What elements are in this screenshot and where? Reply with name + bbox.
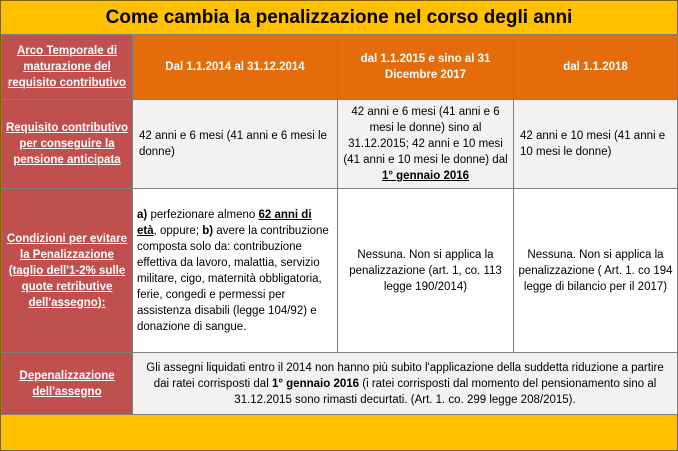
table-header-row — [2, 35, 678, 100]
depenalizzazione-text-before: Gli assegni liquidati entro il 2014 non hanno più subito l'applicazione della suddetta riduzione a partire dai ratei corrisposti dal — [146, 361, 664, 390]
depenalizzazione-date: 1° gennaio 2016 — [271, 377, 360, 390]
column-header-2018: dal 1.1.2018 — [514, 35, 678, 100]
column-header-2014: Dal 1.1.2014 al 31.12.2014 — [133, 35, 338, 100]
footer-band — [1, 415, 677, 450]
condizioni-2015-2017: Nessuna. Non si applica la penalizzazione (art. 1, co. 113 legge 190/2014) — [338, 189, 514, 353]
condizioni-option-a-marker: a) — [137, 208, 148, 221]
page-title: Come cambia la penalizzazione nel corso degli anni — [105, 6, 573, 28]
table-row-depenalizzazione — [2, 353, 678, 415]
column-header-2015-2017: dal 1.1.2015 e sino al 31 Dicembre 2017 — [338, 35, 514, 100]
requisito-2015-2017-date: 1° gennaio 2016 — [381, 170, 470, 182]
depenalizzazione-text — [133, 353, 678, 415]
condizioni-option-b-text: avere la contribuzione composta solo da: contribuzione effettiva da lavoro, malattia, servizio militare, cigo, maternità obbligatoria, ferie, congedi e permessi per assistenza disabili (legge 104/92) e donazione di sangue. — [137, 224, 329, 333]
requisito-2015-2017 — [338, 100, 514, 189]
condizioni-2014 — [133, 189, 338, 353]
condizioni-age-requirement: 62 anni di età — [137, 208, 312, 237]
depenalizzazione-text-after: (i ratei corrisposti dal momento del pensionamento sino al 31.12.2015 sono rimasti decurtati. (Art. 1. co. 299 legge 208/2015). — [234, 377, 657, 406]
requisito-2015-2017-text: 42 anni e 6 mesi (41 anni e 6 mesi le donne) sino al 31.12.2015; 42 anni e 10 mesi (41 anni e 10 mesi le donne) dal — [343, 106, 508, 166]
row-label-condizioni: Condizioni per evitare la Penalizzazione (taglio dell'1-2% sulle quote retributive dell'assegno): — [2, 189, 133, 353]
table-row-condizioni — [2, 189, 678, 353]
condizioni-option-a-text: perfezionare almeno — [150, 208, 256, 221]
condizioni-separator: , oppure; — [153, 224, 200, 237]
row-label-arco-temporale: Arco Temporale di maturazione del requisito contributivo — [2, 35, 133, 100]
row-label-depenalizzazione: Depenalizzazione dell'assegno — [2, 353, 133, 415]
condizioni-2018: Nessuna. Non si applica la penalizzazione ( Art. 1. co 194 legge di bilancio per il 2017) — [514, 189, 678, 353]
condizioni-option-b-marker: b) — [202, 224, 214, 237]
table-row-requisito — [2, 100, 678, 189]
requisito-2018: 42 anni e 10 mesi (41 anni e 10 mesi le donne) — [514, 100, 678, 189]
requisito-2014: 42 anni e 6 mesi (41 anni e 6 mesi le donne) — [133, 100, 338, 189]
row-label-requisito: Requisito contributivo per conseguire la pensione anticipata — [2, 100, 133, 189]
penalty-table — [1, 34, 678, 415]
